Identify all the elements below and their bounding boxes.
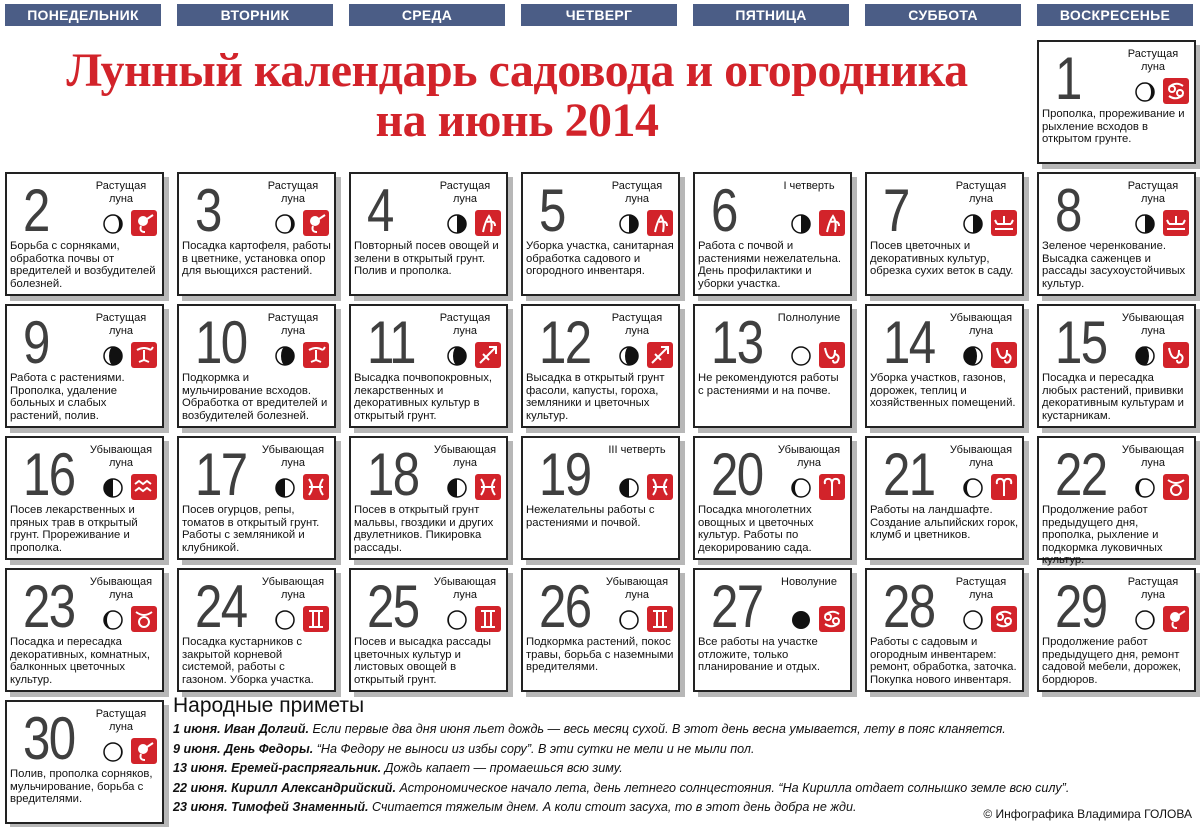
moon-phase-label: Растущая луна <box>267 312 319 337</box>
day-description: Посев и высадка рассады цветочных культур и листовых овощей в открытый грунт. <box>354 636 492 686</box>
folk-sign-text: “На Федору не выноси из избы сору”. В эти сутки не мели и не мыли пол. <box>313 741 755 756</box>
weekday-header-thu: ЧЕТВЕРГ <box>521 4 677 26</box>
day-number: 8 <box>1055 177 1081 244</box>
leo-icon <box>131 210 157 236</box>
day-number: 20 <box>711 441 763 508</box>
day-cell-16 <box>5 436 164 560</box>
moon-phase-label: Новолуние <box>781 576 837 588</box>
folk-sign-2 <box>173 740 1193 760</box>
moon-phase-label: Полнолуние <box>777 312 841 324</box>
day-number: 13 <box>711 309 763 376</box>
day-number: 10 <box>195 309 247 376</box>
folk-sign-3 <box>173 759 1193 779</box>
folk-sign-date: 22 июня. Кирилл Александрийский. <box>173 780 396 795</box>
waxing-thin-icon <box>1135 610 1155 630</box>
day-description: Работы с садовым и огородным инвентарем: ремонт, обработка, заточка. Покупка нового инвентаря. <box>870 636 1017 686</box>
day-cell-7 <box>865 172 1024 296</box>
moon-phase-label: Растущая луна <box>439 312 491 337</box>
day-number: 27 <box>711 573 763 640</box>
day-cell-1 <box>1037 40 1196 164</box>
day-number: 14 <box>883 309 935 376</box>
day-description: Уборка участков, газонов, дорожек, теплиц и хозяйственных помещений. <box>870 372 1016 409</box>
day-description: Повторный посев овощей и зелени в открытый грунт. Полив и прополка. <box>354 240 499 277</box>
weekday-header-wed: СРЕДА <box>349 4 505 26</box>
moon-phase-label: Растущая луна <box>611 312 663 337</box>
day-description: Высадка почвопокровных, лекарственных и декоративных культур в открытый грунт. <box>354 372 493 422</box>
aries-icon <box>819 474 845 500</box>
leo-icon <box>303 210 329 236</box>
moon-phase-label: Убывающая луна <box>949 312 1013 337</box>
day-cell-23 <box>5 568 164 692</box>
moon-phase-label: Убывающая луна <box>89 576 153 601</box>
moon-phase-label: Растущая луна <box>439 180 491 205</box>
day-cell-20 <box>693 436 852 560</box>
day-number: 17 <box>195 441 247 508</box>
gemini-icon <box>475 606 501 632</box>
pisces-icon <box>475 474 501 500</box>
waning-half-icon <box>275 478 295 498</box>
day-cell-3 <box>177 172 336 296</box>
day-number: 6 <box>711 177 737 244</box>
waning-thin-icon <box>619 610 639 630</box>
moon-phase-label: Убывающая луна <box>261 444 325 469</box>
day-number: 29 <box>1055 573 1107 640</box>
day-description: Посадка и пересадка декоративных, комнатных, балконных цветочных культур. <box>10 636 151 686</box>
cancer-icon <box>991 606 1017 632</box>
day-number: 23 <box>23 573 75 640</box>
virgo-icon <box>819 210 845 236</box>
pisces-icon <box>647 474 673 500</box>
day-cell-9 <box>5 304 164 428</box>
day-cell-24 <box>177 568 336 692</box>
day-cell-28 <box>865 568 1024 692</box>
day-number: 9 <box>23 309 49 376</box>
moon-phase-label: Убывающая луна <box>433 444 497 469</box>
day-description: Посадка кустарников с закрытой корневой системой, работы с газоном. Уборка участка. <box>182 636 314 686</box>
folk-sign-1 <box>173 720 1193 740</box>
day-description: Подкормка растений, покос травы, борьба с наземными вредителями. <box>526 636 674 673</box>
day-description: Посадка и пересадка любых растений, прививки декоративным культурам и кустарникам. <box>1042 372 1184 422</box>
aquarius-icon <box>131 474 157 500</box>
moon-phase-label: Растущая луна <box>95 708 147 733</box>
day-cell-21 <box>865 436 1024 560</box>
libra-icon <box>1163 210 1189 236</box>
title-line-1: Лунный календарь садовода и огородника <box>66 44 968 97</box>
weekday-header-sat: СУББОТА <box>865 4 1021 26</box>
day-number: 7 <box>883 177 909 244</box>
day-description: Работы на ландшафте. Создание альпийских горок, клумб и цветников. <box>870 504 1019 541</box>
day-cell-17 <box>177 436 336 560</box>
day-cell-5 <box>521 172 680 296</box>
day-description: Посев цветочных и декоративных культур, обрезка сухих веток в саду. <box>870 240 1014 277</box>
leo-icon <box>131 738 157 764</box>
capricorn-icon <box>819 342 845 368</box>
moon-phase-label: Убывающая луна <box>89 444 153 469</box>
day-description: Борьба с сорняками, обработка почвы от вредителей и возбудителей болезней. <box>10 240 156 290</box>
folk-sign-date: 23 июня. Тимофей Знаменный. <box>173 800 369 814</box>
credit-line: © Инфографика Владимира ГОЛОВА <box>983 807 1192 821</box>
weekday-header-mon: ПОНЕДЕЛЬНИК <box>5 4 161 26</box>
waning-crescent-icon <box>1135 478 1155 498</box>
waxing-gibbous-icon <box>103 346 123 366</box>
waning-half-icon <box>103 478 123 498</box>
day-description: Подкормка и мульчирование всходов. Обработка от вредителей и возбудителей болезней. <box>182 372 328 422</box>
leo-icon <box>1163 606 1189 632</box>
gemini-icon <box>647 606 673 632</box>
day-description: Нежелательны работы с растениями и почвой. <box>526 504 655 529</box>
cancer-icon <box>819 606 845 632</box>
day-number: 11 <box>367 309 415 376</box>
waning-crescent-icon <box>963 478 983 498</box>
waxing-gibbous-icon <box>275 346 295 366</box>
folk-signs <box>173 694 1193 818</box>
moon-phase-label: Растущая луна <box>611 180 663 205</box>
day-description: Посев в открытый грунт мальвы, гвоздики и других двулетников. Пикировка рассады. <box>354 504 494 554</box>
moon-phase-label: Убывающая луна <box>261 576 325 601</box>
day-number: 30 <box>23 705 75 772</box>
title-line-2: на июнь 2014 <box>375 94 659 147</box>
pisces-icon <box>303 474 329 500</box>
waning-gibbous-icon <box>963 346 983 366</box>
day-description: Высадка в открытый грунт фасоли, капусты, гороха, земляники и цветочных культур. <box>526 372 665 422</box>
day-number: 2 <box>23 177 49 244</box>
day-description: Все работы на участке отложите, только планирование и отдых. <box>698 636 821 673</box>
waxing-crescent-icon <box>275 214 295 234</box>
day-cell-10 <box>177 304 336 428</box>
moon-phase-label: Убывающая луна <box>1121 444 1185 469</box>
waxing-thin-icon <box>103 742 123 762</box>
page-title <box>6 46 1028 146</box>
folk-sign-4 <box>173 779 1193 799</box>
day-cell-26 <box>521 568 680 692</box>
day-cell-30 <box>5 700 164 824</box>
day-number: 16 <box>23 441 75 508</box>
full-moon-icon <box>791 346 811 366</box>
sagittarius-icon <box>647 342 673 368</box>
waxing-thin-icon <box>963 610 983 630</box>
waning-gibbous-icon <box>1135 346 1155 366</box>
cancer-icon <box>1163 78 1189 104</box>
moon-phase-label: Растущая луна <box>955 576 1007 601</box>
day-cell-4 <box>349 172 508 296</box>
folk-sign-date: 13 июня. Еремей-распрягальник. <box>173 761 382 775</box>
scorpio-icon <box>303 342 329 368</box>
virgo-icon <box>647 210 673 236</box>
moon-phase-label: III четверть <box>608 444 666 456</box>
waning-half-icon <box>447 478 467 498</box>
capricorn-icon <box>1163 342 1189 368</box>
day-description: Продолжение работ предыдущего дня, прополка, рыхление и подкормка луковичных культур. <box>1042 504 1163 566</box>
sagittarius-icon <box>475 342 501 368</box>
waxing-crescent-icon <box>1135 82 1155 102</box>
day-number: 25 <box>367 573 419 640</box>
waning-crescent-icon <box>103 610 123 630</box>
day-cell-6 <box>693 172 852 296</box>
first-quarter-icon <box>791 214 811 234</box>
day-description: Уборка участка, санитарная обработка садового и огородного инвентаря. <box>526 240 674 277</box>
day-cell-29 <box>1037 568 1196 692</box>
last-quarter-icon <box>619 478 639 498</box>
day-cell-2 <box>5 172 164 296</box>
day-number: 18 <box>367 441 419 508</box>
day-cell-27 <box>693 568 852 692</box>
day-description: Прополка, прореживание и рыхление всходов в открытом грунте. <box>1042 108 1185 145</box>
moon-phase-label: Растущая луна <box>267 180 319 205</box>
day-cell-22 <box>1037 436 1196 566</box>
day-number: 19 <box>539 441 591 508</box>
waxing-half-icon <box>619 214 639 234</box>
day-cell-19 <box>521 436 680 560</box>
scorpio-icon <box>131 342 157 368</box>
folk-signs-title: Народные приметы <box>173 694 365 717</box>
day-number: 15 <box>1055 309 1107 376</box>
day-number: 24 <box>195 573 247 640</box>
folk-sign-text: Считается тяжелым днем. А коли стоит засуха, то в этот день добра не жди. <box>368 800 857 814</box>
day-description: Посев лекарственных и пряных трав в открытый грунт. Прореживание и прополка. <box>10 504 138 554</box>
day-description: Работа с растениями. Прополка, удаление больных и слабых растений, полив. <box>10 372 125 422</box>
day-cell-25 <box>349 568 508 692</box>
day-description: Зеленое черенкование. Высадка саженцев и рассады засухоустойчивых культур. <box>1042 240 1186 290</box>
waxing-gibbous-icon <box>447 346 467 366</box>
moon-phase-label: Убывающая луна <box>605 576 669 601</box>
gemini-icon <box>303 606 329 632</box>
day-description: Посадка картофеля, работы в цветнике, установка опор для вьющихся растений. <box>182 240 331 277</box>
moon-phase-label: Убывающая луна <box>777 444 841 469</box>
folk-sign-text: Дождь капает — промаешься всю зиму. <box>381 761 623 775</box>
moon-phase-label: Растущая луна <box>95 180 147 205</box>
day-number: 28 <box>883 573 935 640</box>
moon-phase-label: Растущая луна <box>1127 180 1179 205</box>
moon-phase-label: Убывающая луна <box>433 576 497 601</box>
weekday-header-tue: ВТОРНИК <box>177 4 333 26</box>
virgo-icon <box>475 210 501 236</box>
day-description: Не рекомендуются работы с растениями и на почве. <box>698 372 839 397</box>
day-number: 1 <box>1055 45 1081 112</box>
day-number: 22 <box>1055 441 1107 508</box>
day-number: 21 <box>883 441 935 508</box>
moon-phase-label: Убывающая луна <box>949 444 1013 469</box>
folk-sign-text: Астрономическое начало лета, день летнего солнцестояния. “На Кирилла отдает солнышко земле всю силу”. <box>396 780 1070 795</box>
new-moon-icon <box>791 610 811 630</box>
day-description: Полив, прополка сорняков, мульчирование, борьба с вредителями. <box>10 768 153 805</box>
waxing-crescent-icon <box>103 214 123 234</box>
day-cell-14 <box>865 304 1024 428</box>
day-cell-13 <box>693 304 852 428</box>
moon-phase-label: Растущая луна <box>1127 576 1179 601</box>
day-cell-8 <box>1037 172 1196 296</box>
folk-sign-date: 1 июня. Иван Долгий. <box>173 722 309 736</box>
day-number: 3 <box>195 177 221 244</box>
waxing-half-icon <box>1135 214 1155 234</box>
waxing-half-icon <box>447 214 467 234</box>
waxing-half-icon <box>963 214 983 234</box>
day-description: Работа с почвой и растениями нежелательна. День профилактики и уборки участка. <box>698 240 842 290</box>
day-number: 26 <box>539 573 591 640</box>
waning-crescent-icon <box>791 478 811 498</box>
moon-phase-label: I четверть <box>783 180 835 192</box>
day-cell-18 <box>349 436 508 560</box>
taurus-icon <box>131 606 157 632</box>
aries-icon <box>991 474 1017 500</box>
waning-thin-icon <box>275 610 295 630</box>
waning-thin-icon <box>447 610 467 630</box>
weekday-header-sun: ВОСКРЕСЕНЬЕ <box>1037 4 1193 26</box>
moon-phase-label: Растущая луна <box>1127 48 1179 73</box>
day-number: 5 <box>539 177 565 244</box>
moon-phase-label: Растущая луна <box>955 180 1007 205</box>
day-description: Посев огурцов, репы, томатов в открытый грунт. Работы с земляникой и клубникой. <box>182 504 320 554</box>
moon-phase-label: Растущая луна <box>95 312 147 337</box>
day-number: 12 <box>539 309 591 376</box>
folk-sign-text: Если первые два дня июня льет дождь — весь месяц сухой. В этот день весна умывается, лету в пояс кланяется. <box>308 722 1006 736</box>
folk-sign-date: 9 июня. День Федоры. <box>173 741 314 756</box>
libra-icon <box>991 210 1017 236</box>
weekday-header-fri: ПЯТНИЦА <box>693 4 849 26</box>
waxing-gibbous-icon <box>619 346 639 366</box>
taurus-icon <box>1163 474 1189 500</box>
day-cell-11 <box>349 304 508 428</box>
capricorn-icon <box>991 342 1017 368</box>
day-description: Посадка многолетних овощных и цветочных культур. Работы по декорированию сада. <box>698 504 814 554</box>
day-number: 4 <box>367 177 393 244</box>
moon-phase-label: Убывающая луна <box>1121 312 1185 337</box>
day-cell-12 <box>521 304 680 428</box>
day-cell-15 <box>1037 304 1196 428</box>
day-description: Продолжение работ предыдущего дня, ремонт садовой мебели, дорожек, бордюров. <box>1042 636 1181 686</box>
